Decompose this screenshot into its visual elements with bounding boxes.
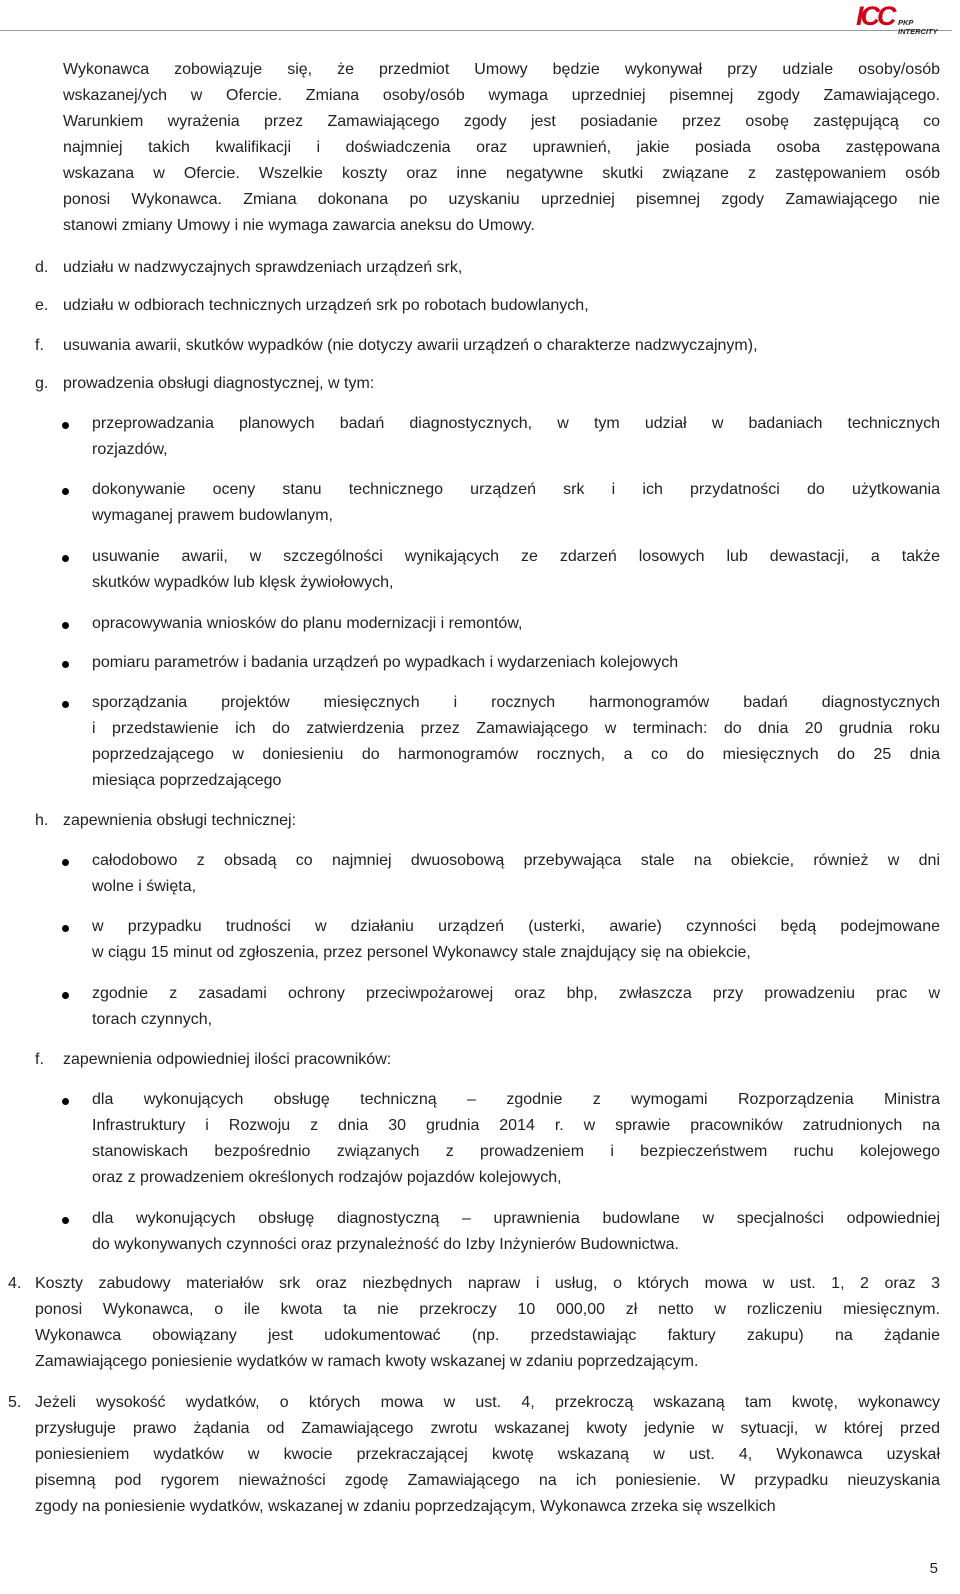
list-item xyxy=(63,333,940,359)
list-item-line: zapewnienia odpowiedniej ilości pracowników: xyxy=(63,1051,392,1068)
bullet-item-line: dokonywanie oceny stanu technicznego urządzeń srk i ich przydatności do użytkowania xyxy=(92,481,940,498)
bullet-item xyxy=(92,477,940,529)
bullet-icon xyxy=(62,488,69,495)
header-rule xyxy=(0,30,952,31)
bullet-item xyxy=(92,690,940,794)
list-item xyxy=(63,255,940,281)
list-marker: d. xyxy=(35,259,49,276)
list-item-line: usuwania awarii, skutków wypadków (nie dotyczy awarii urządzeń o charakterze nadzwyczajnym), xyxy=(63,337,758,354)
bullet-item-line: dla wykonujących obsługę diagnostyczną – uprawnienia budowlane w specjalności odpowiedniej xyxy=(92,1210,940,1227)
bullet-item xyxy=(92,981,940,1033)
bullet-icon xyxy=(62,859,69,866)
bullet-item-line: wolne i święta, xyxy=(92,878,197,895)
list-marker: e. xyxy=(35,297,49,314)
section-4-paragraph-line: Koszty zabudowy materiałów srk oraz niezbędnych napraw i usług, o których mowa w ust. 1, 2 oraz 3 xyxy=(35,1275,940,1292)
bullet-item-line: dla wykonujących obsługę techniczną – zgodnie z wymogami Rozporządzenia Ministra xyxy=(92,1091,940,1108)
list-item-line: zapewnienia obsługi technicznej: xyxy=(63,812,297,829)
section-5-paragraph xyxy=(35,1390,940,1520)
intro-paragraph-line: wskazana w Ofercie. Wszelkie koszty oraz inne negatywne skutki związane z zastępowaniem osób xyxy=(63,165,940,182)
bullet-item xyxy=(92,411,940,463)
list-marker: f. xyxy=(35,337,44,354)
section-4-paragraph-line: Wykonawca obowiązany jest udokumentować (np. przedstawiając faktury zakupu) na żądanie xyxy=(35,1327,940,1344)
bullet-item-line: wymaganej prawem budowlanym, xyxy=(92,507,333,524)
bullet-item-line: w ciągu 15 minut od zgłoszenia, przez personel Wykonawcy stale znajdujący się na obiekcie, xyxy=(92,944,751,961)
list-marker: g. xyxy=(35,375,49,392)
bullet-item xyxy=(92,611,940,637)
section-5-paragraph-line: pisemną pod rygorem nieważności zgodę Zamawiającego na ich poniesienie. W przypadku nieuzyskania xyxy=(35,1472,940,1489)
bullet-icon xyxy=(62,701,69,708)
intro-paragraph-line: Warunkiem wyrażenia przez Zamawiającego zgody jest posiadanie przez osobę zastępującą co xyxy=(63,113,940,130)
logo-mark: ICC xyxy=(856,1,894,31)
bullet-item xyxy=(92,544,940,596)
bullet-icon xyxy=(62,661,69,668)
intro-paragraph-line: Wykonawca zobowiązuje się, że przedmiot Umowy będzie wykonywał przy udziale osoby/osób xyxy=(63,61,940,78)
section-4-paragraph xyxy=(35,1271,940,1375)
bullet-item-line: rozjazdów, xyxy=(92,441,168,458)
bullet-icon xyxy=(62,1098,69,1105)
list-item-line: udziału w nadzwyczajnych sprawdzeniach urządzeń srk, xyxy=(63,259,463,276)
section-5-paragraph-line: zgody na poniesienie wydatków, wskazanej w zdaniu poprzedzającym, Wykonawca zrzeka się wszelkich xyxy=(35,1498,776,1515)
bullet-item xyxy=(92,1087,940,1191)
bullet-item xyxy=(92,1206,940,1258)
list-item xyxy=(63,1047,940,1073)
bullet-item xyxy=(92,650,940,676)
bullet-item-line: i przedstawienie ich do zatwierdzenia przez Zamawiającego w terminach: do dnia 20 grudnia roku xyxy=(92,720,940,737)
bullet-item-line: przeprowadzania planowych badań diagnostycznych, w tym udział w badaniach technicznych xyxy=(92,415,940,432)
bullet-icon xyxy=(62,992,69,999)
bullet-item-line: usuwanie awarii, w szczególności wynikających ze zdarzeń losowych lub dewastacji, a także xyxy=(92,548,940,565)
bullet-item-line: zgodnie z zasadami ochrony przeciwpożarowej oraz bhp, zwłaszcza przy prowadzeniu prac w xyxy=(92,985,940,1002)
bullet-item-line: Infrastruktury i Rozwoju z dnia 30 grudnia 2014 r. w sprawie pracowników zatrudnionych na xyxy=(92,1117,940,1134)
intro-paragraph-line: najmniej takich kwalifikacji i doświadczenia oraz uprawnień, jakie posiada osoba zastępowana xyxy=(63,139,940,156)
pkp-intercity-logo xyxy=(854,1,950,36)
bullet-item-line: do wykonywanych czynności oraz przynależność do Izby Inżynierów Budownictwa. xyxy=(92,1236,679,1253)
list-item xyxy=(63,371,940,397)
list-marker: f. xyxy=(35,1051,44,1068)
bullet-item-line: oraz z prowadzeniem określonych rodzajów pojazdów kolejowych, xyxy=(92,1169,562,1186)
logo-tag: PKP INTERCITY xyxy=(898,18,938,36)
list-marker: h. xyxy=(35,812,49,829)
section-5-paragraph-line: Jeżeli wysokość wydatków, o których mowa w ust. 4, przekroczą wskazaną tam kwotę, wykonawcy xyxy=(35,1394,940,1411)
section-4-paragraph-line: ponosi Wykonawca, o ile kwota ta nie przekroczy 10 000,00 zł netto w rozliczeniu miesięcznym. xyxy=(35,1301,940,1318)
intro-paragraph-line: stanowi zmiany Umowy i nie wymaga zawarcia aneksu do Umowy. xyxy=(63,217,535,234)
page-number: 5 xyxy=(929,1560,938,1577)
bullet-icon xyxy=(62,1217,69,1224)
bullet-item-line: opracowywania wniosków do planu modernizacji i remontów, xyxy=(92,615,523,632)
section-number: 5. xyxy=(8,1394,22,1411)
bullet-item-line: poprzedzającego w doniesieniu do harmonogramów rocznych, a co do miesięcznych do 25 dnia xyxy=(92,746,940,763)
section-5-paragraph-line: poniesieniem wydatków w kwocie przekraczającej kwotę wskazaną w ust. 4, Wykonawca uzyskał xyxy=(35,1446,940,1463)
bullet-icon xyxy=(62,925,69,932)
section-4-paragraph-line: Zamawiającego poniesienie wydatków w ramach kwoty wskazanej w zdaniu poprzedzającym. xyxy=(35,1353,699,1370)
intro-paragraph xyxy=(63,57,940,239)
section-5-paragraph-line: przysługuje prawo żądania od Zamawiającego zwrotu wskazanej kwoty jedynie w sytuacji, w której przed xyxy=(35,1420,940,1437)
section-number: 4. xyxy=(8,1275,22,1292)
bullet-item-line: pomiaru parametrów i badania urządzeń po wypadkach i wydarzeniach kolejowych xyxy=(92,654,679,671)
bullet-item xyxy=(92,914,940,966)
list-item-line: prowadzenia obsługi diagnostycznej, w tym: xyxy=(63,375,375,392)
bullet-icon xyxy=(62,622,69,629)
bullet-item-line: miesiąca poprzedzającego xyxy=(92,772,282,789)
list-item xyxy=(63,808,940,834)
bullet-item-line: sporządzania projektów miesięcznych i rocznych harmonogramów badań diagnostycznych xyxy=(92,694,940,711)
bullet-item xyxy=(92,848,940,900)
bullet-item-line: stanowiskach bezpośrednio związanych z prowadzeniem i bezpieczeństwem ruchu kolejowego xyxy=(92,1143,940,1160)
bullet-item-line: torach czynnych, xyxy=(92,1011,213,1028)
bullet-icon xyxy=(62,422,69,429)
bullet-item-line: w przypadku trudności w działaniu urządzeń (usterki, awarie) czynności będą podejmowane xyxy=(92,918,940,935)
list-item-line: udziału w odbiorach technicznych urządzeń srk po robotach budowlanych, xyxy=(63,297,589,314)
intro-paragraph-line: wskazanej/ych w Ofercie. Zmiana osoby/osób wymaga uprzedniej pisemnej zgody Zamawiającego. xyxy=(63,87,940,104)
intro-paragraph-line: ponosi Wykonawca. Zmiana dokonana po uzyskaniu uprzedniej pisemnej zgody Zamawiającego nie xyxy=(63,191,940,208)
bullet-item-line: skutków wypadków lub klęsk żywiołowych, xyxy=(92,574,394,591)
bullet-icon xyxy=(62,555,69,562)
bullet-item-line: całodobowo z obsadą co najmniej dwuosobową przebywająca stale na obiekcie, również w dni xyxy=(92,852,940,869)
list-item xyxy=(63,293,940,319)
